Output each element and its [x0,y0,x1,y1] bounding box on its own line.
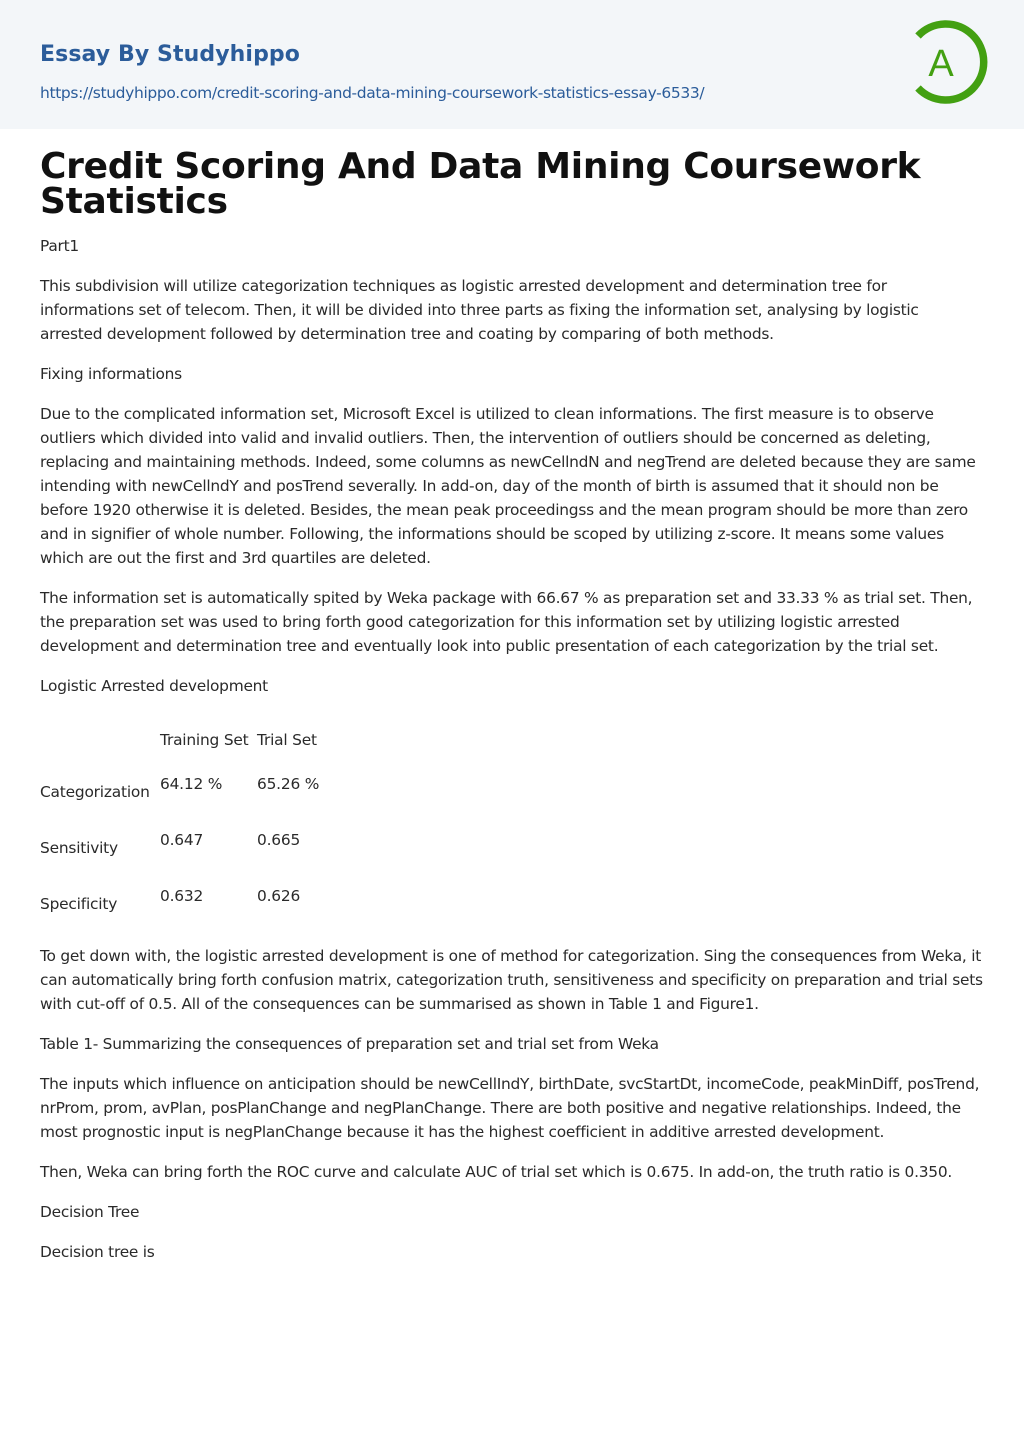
data-split-paragraph: The information set is automatically spited by Weka package with 66.67 % as preparation set and 33.33 % as trial set. Then, the preparation set was used to bring forth good categorization for this information set by utilizing logistic arrested development and determination tree and eventually look into public presentation of each categorization by the trial set. [40,589,973,655]
row-label-specificity: Specificity [40,895,118,913]
cell-trial-value: 0.665 [257,831,301,849]
inputs-paragraph: The inputs which influence on anticipation should be newCellIndY, birthDate, svcStartDt, incomeCode, peakMinDiff, posTrend, nrProm, prom, avPlan, posPlanChange and negPlanChange. There are both positive and negative relationships. Indeed, the most prognostic input is negPlanChange because it has the highest coefficient in additive arrested development. [40,1075,980,1141]
section-label-part1: Part1 [40,237,79,255]
table-header-row [40,728,354,772]
table-row [40,884,354,928]
logistic-results-paragraph: To get down with, the logistic arrested development is one of method for categorization. Sing the consequences from Weka, it can automatically bring forth confusion matrix, categorization truth, sensitiveness and specificity on preparation and trial sets with cut-off of 0.5. All of the consequences can be summarised as shown in Table 1 and Figure1. [40,947,983,1013]
article-content [0,146,1024,1264]
decision-tree-paragraph: Decision tree is [40,1243,155,1261]
row-label-sensitivity: Sensitivity [40,839,118,857]
section-heading-decision-tree: Decision Tree [40,1203,140,1221]
studyhippo-logo-icon[interactable] [908,18,988,106]
row-label-categorization: Categorization [40,783,150,801]
intro-paragraph: This subdivision will utilize categorization techniques as logistic arrested development and determination tree for informations set of telecom. Then, it will be divided into three parts as fixing the information set, analysing by logistic arrested development followed by determination tree and coating by comparing of both methods. [40,277,919,343]
cell-trial-value: 0.626 [257,887,301,905]
logo-ring-icon [908,18,988,106]
table-row [40,772,354,828]
page-title: Credit Scoring And Data Mining Coursework Statistics [40,146,921,222]
site-header [0,0,1024,129]
cell-training-value: 0.632 [160,887,204,905]
site-title-link[interactable]: Essay By Studyhippo [40,42,300,67]
table-header-training-set: Training Set [160,731,249,749]
cell-trial-value: 65.26 % [257,775,320,793]
section-heading-logistic: Logistic Arrested development [40,677,268,695]
table-caption: Table 1- Summarizing the consequences of preparation set and trial set from Weka [40,1035,659,1053]
table-row [40,828,354,884]
data-cleaning-paragraph: Due to the complicated information set, Microsoft Excel is utilized to clean informations. The first measure is to observe outliers which divided into valid and invalid outliers. Then, the intervention of outliers should be concerned as deleting, replacing and maintaining methods. Indeed, some columns as newCellndN and negTrend are deleted because they are same intending with newCellndY and posTrend severally. In add-on, day of the month of birth is assumed that it should non be before 1920 otherwise it is deleted. Besides, the mean peak proceedingss and the mean program should be more than zero and in signifier of whole number. Following, the informations should be scoped by utilizing z-score. It means some values which are out the first and 3rd quartiles are deleted. [40,405,976,567]
table-header-trial-set: Trial Set [257,731,317,749]
table-header-blank [40,728,160,772]
section-heading-fixing-informations: Fixing informations [40,365,182,383]
essay-url-link[interactable]: https://studyhippo.com/credit-scoring-and-data-mining-coursework-statistics-essay-6533/ [40,84,705,102]
cell-training-value: 64.12 % [160,775,223,793]
cell-training-value: 0.647 [160,831,204,849]
roc-auc-paragraph: Then, Weka can bring forth the ROC curve and calculate AUC of trial set which is 0.675. In add-on, the truth ratio is 0.350. [40,1163,953,1181]
logo-letter: A [928,43,954,85]
results-table [40,728,354,928]
